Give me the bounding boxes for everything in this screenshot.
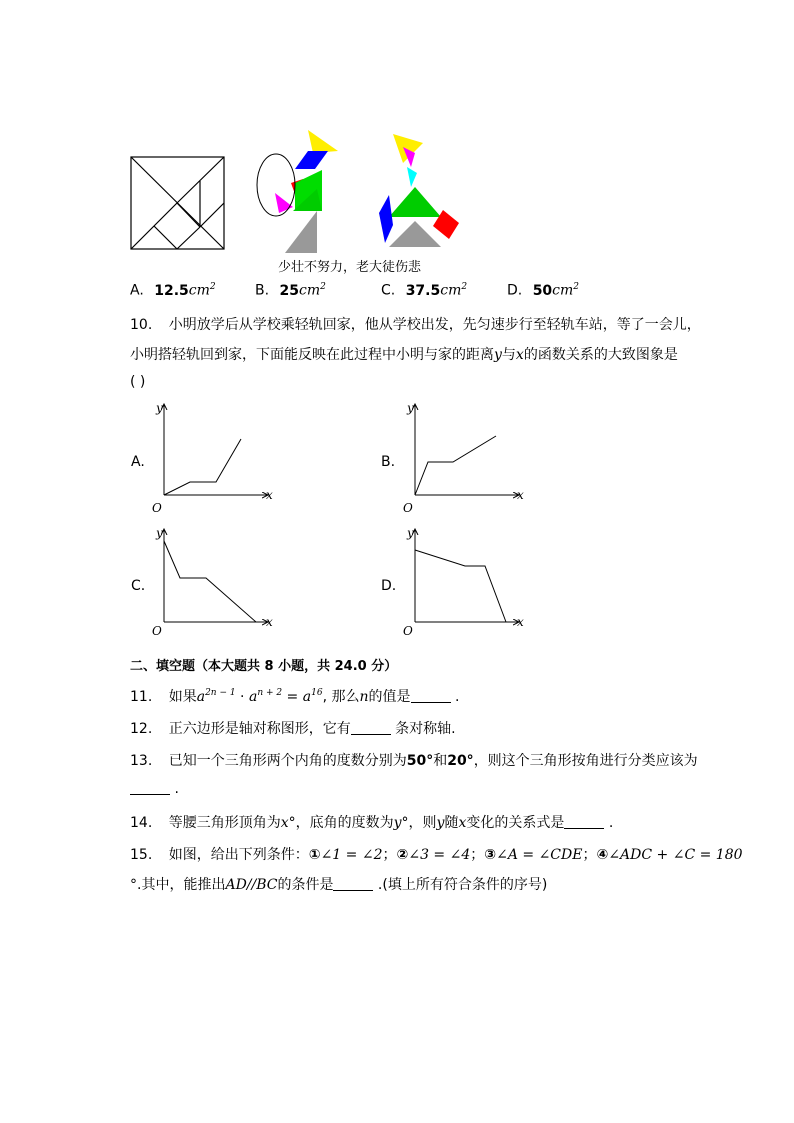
q11-mid: , 那么	[322, 689, 360, 705]
q11-number: 11.	[130, 689, 153, 705]
q14-text-a: 等腰三角形顶角为	[168, 815, 281, 831]
q15-line2	[130, 874, 547, 894]
option-d[interactable]	[507, 282, 579, 299]
q13-angle1: 50°	[406, 753, 434, 769]
q13-angle2: 20°	[447, 753, 474, 769]
q11	[130, 686, 459, 706]
q15-line2-a: °.其中，能推出	[130, 877, 226, 893]
q15-c3: ∠A = ∠CDE	[496, 847, 583, 863]
graph-a-origin: O	[152, 501, 162, 515]
q15-text-a: 如图，给出下列条件：	[168, 847, 309, 863]
q13-number: 13.	[130, 753, 153, 769]
option-a-unit: cm	[188, 282, 210, 299]
graph-d-y-label: y	[407, 526, 414, 540]
option-b-exp: 2	[320, 282, 326, 292]
q15-line2-b: 的条件是	[277, 877, 334, 893]
graph-a-curve	[164, 439, 241, 495]
option-d-value: 50	[532, 282, 553, 299]
q14-x: x	[458, 815, 467, 831]
q11-equals: =	[282, 689, 303, 705]
q12	[130, 718, 456, 738]
graph-d-curve	[415, 550, 506, 622]
q14-text-e: 变化的关系式是	[466, 815, 565, 831]
q10-text-b: 与	[501, 347, 516, 363]
q13	[130, 750, 698, 770]
option-c-exp: 2	[461, 282, 468, 292]
q14-text-d: 随	[444, 815, 459, 831]
graph-a-y-label: y	[156, 401, 163, 415]
q15-c4: ∠ADC + ∠C = 180	[608, 847, 743, 863]
q15	[130, 844, 743, 864]
q14-answer-blank[interactable]	[564, 814, 604, 829]
q13-and: 和	[433, 753, 448, 769]
graph-c[interactable]	[148, 523, 278, 643]
q15-sep2: ；	[470, 847, 485, 863]
q10-text-a: 小明搭轻轨回到家，下面能反映在此过程中小明与家的距离	[130, 347, 494, 363]
q10-line2	[130, 344, 678, 364]
q13-text-b: ，则这个三角形按角进行分类应该为	[473, 753, 698, 769]
q12-answer-blank[interactable]	[351, 720, 391, 735]
q13-text-a: 已知一个三角形两个内角的度数分别为	[168, 753, 407, 769]
option-a-exp: 2	[209, 282, 216, 292]
graph-c-origin: O	[152, 624, 162, 638]
graph-d-origin: O	[403, 624, 413, 638]
q11-answer-blank[interactable]	[411, 688, 451, 703]
tangram-figure-dancing	[379, 134, 459, 247]
graph-b-origin: O	[403, 501, 413, 515]
q14-number: 14.	[130, 815, 153, 831]
q15-line2-c: .(填上所有符合条件的序号)	[373, 877, 548, 893]
graph-c-y-label: y	[156, 526, 163, 540]
option-b-letter: B.	[255, 282, 270, 299]
q12-number: 12.	[130, 721, 153, 737]
q12-prefix: 正六边形是轴对称图形，它有	[168, 721, 351, 737]
q11-exp1: 2n − 1	[205, 688, 236, 698]
option-a[interactable]	[130, 282, 216, 299]
q14-x-deg: x°	[280, 815, 296, 831]
graph-b-y-label: y	[407, 401, 414, 415]
graph-label-a[interactable]: A.	[131, 454, 145, 470]
graph-label-d[interactable]: D.	[381, 578, 397, 594]
q14-text-c: ，则	[408, 815, 437, 831]
q14-end: .	[604, 815, 614, 831]
graph-d[interactable]	[399, 523, 529, 643]
q11-exp3: 16	[311, 688, 323, 698]
section2-heading: 二、填空题（本大题共 8 小题，共 24.0 分）	[130, 659, 398, 674]
q10-var-y: y	[494, 347, 502, 363]
q10-text-c: 的函数关系的大致图象是	[523, 347, 678, 363]
q15-c1-mark: ①	[308, 847, 321, 863]
q14-y: y	[436, 815, 445, 831]
graph-label-b[interactable]: B.	[381, 454, 396, 470]
option-a-value: 12.5	[154, 282, 189, 299]
q15-number: 15.	[130, 847, 153, 863]
q11-base3: a	[302, 689, 312, 705]
q10-line1	[130, 314, 701, 334]
tangram-figures	[125, 125, 465, 275]
q11-base1: a	[196, 689, 206, 705]
q15-sep1: ；	[382, 847, 397, 863]
q11-dot: ·	[240, 689, 245, 705]
option-b-value: 25	[279, 282, 299, 299]
q15-c3-mark: ③	[484, 847, 497, 863]
option-c-letter: C.	[381, 282, 396, 299]
q12-suffix: 条对称轴.	[390, 721, 456, 737]
q10-var-x: x	[515, 347, 524, 363]
q11-suffix: 的值是	[368, 689, 411, 705]
tangram-caption: 少壮不努力，老大徒伤悲	[278, 260, 422, 275]
q11-exp2: n + 2	[257, 688, 283, 698]
option-b-unit: cm	[299, 282, 321, 299]
q11-n: n	[359, 689, 369, 705]
q10-text-line1: 小明放学后从学校乘轻轨回家，他从学校出发，先匀速步行至轻轨车站，等了一会儿，	[168, 317, 701, 333]
option-d-letter: D.	[507, 282, 523, 299]
q11-end: .	[450, 689, 460, 705]
q15-answer-blank[interactable]	[333, 876, 373, 891]
option-d-exp: 2	[573, 282, 580, 292]
graph-c-x-label: x	[266, 615, 273, 629]
q14-y-deg: y°	[393, 815, 409, 831]
option-c[interactable]	[381, 282, 467, 299]
graph-b[interactable]	[399, 398, 529, 518]
q15-ad-bc: AD//BC	[225, 877, 278, 893]
q15-c4-mark: ④	[596, 847, 609, 863]
q13-end: .	[170, 781, 179, 797]
q11-base2: a	[248, 689, 258, 705]
q15-c2: ∠3 = ∠4	[408, 847, 471, 863]
q10-answer-paren: ( )	[130, 374, 146, 390]
q13-line2	[130, 780, 179, 797]
graph-b-x-label: x	[517, 488, 524, 502]
q14	[130, 812, 613, 832]
option-c-value: 37.5	[405, 282, 441, 299]
q15-c1: ∠1 = ∠2	[320, 847, 383, 863]
option-a-letter: A.	[130, 282, 144, 299]
q11-prefix: 如果	[168, 689, 197, 705]
q15-sep3: ；	[582, 847, 597, 863]
tangram-square	[131, 157, 224, 249]
q14-text-b: ，底角的度数为	[295, 815, 394, 831]
q15-c2-mark: ②	[396, 847, 409, 863]
graph-label-c[interactable]: C.	[131, 578, 146, 594]
q10-number: 10.	[130, 317, 153, 333]
graph-a[interactable]	[148, 398, 278, 518]
q13-answer-blank[interactable]	[130, 780, 170, 795]
graph-a-x-label: x	[266, 488, 273, 502]
option-c-unit: cm	[440, 282, 462, 299]
graph-c-curve	[164, 541, 256, 622]
graph-d-x-label: x	[517, 615, 524, 629]
option-b[interactable]	[255, 282, 326, 299]
tangram-figure-running	[257, 130, 338, 253]
option-d-unit: cm	[552, 282, 574, 299]
graph-b-curve	[415, 436, 496, 495]
